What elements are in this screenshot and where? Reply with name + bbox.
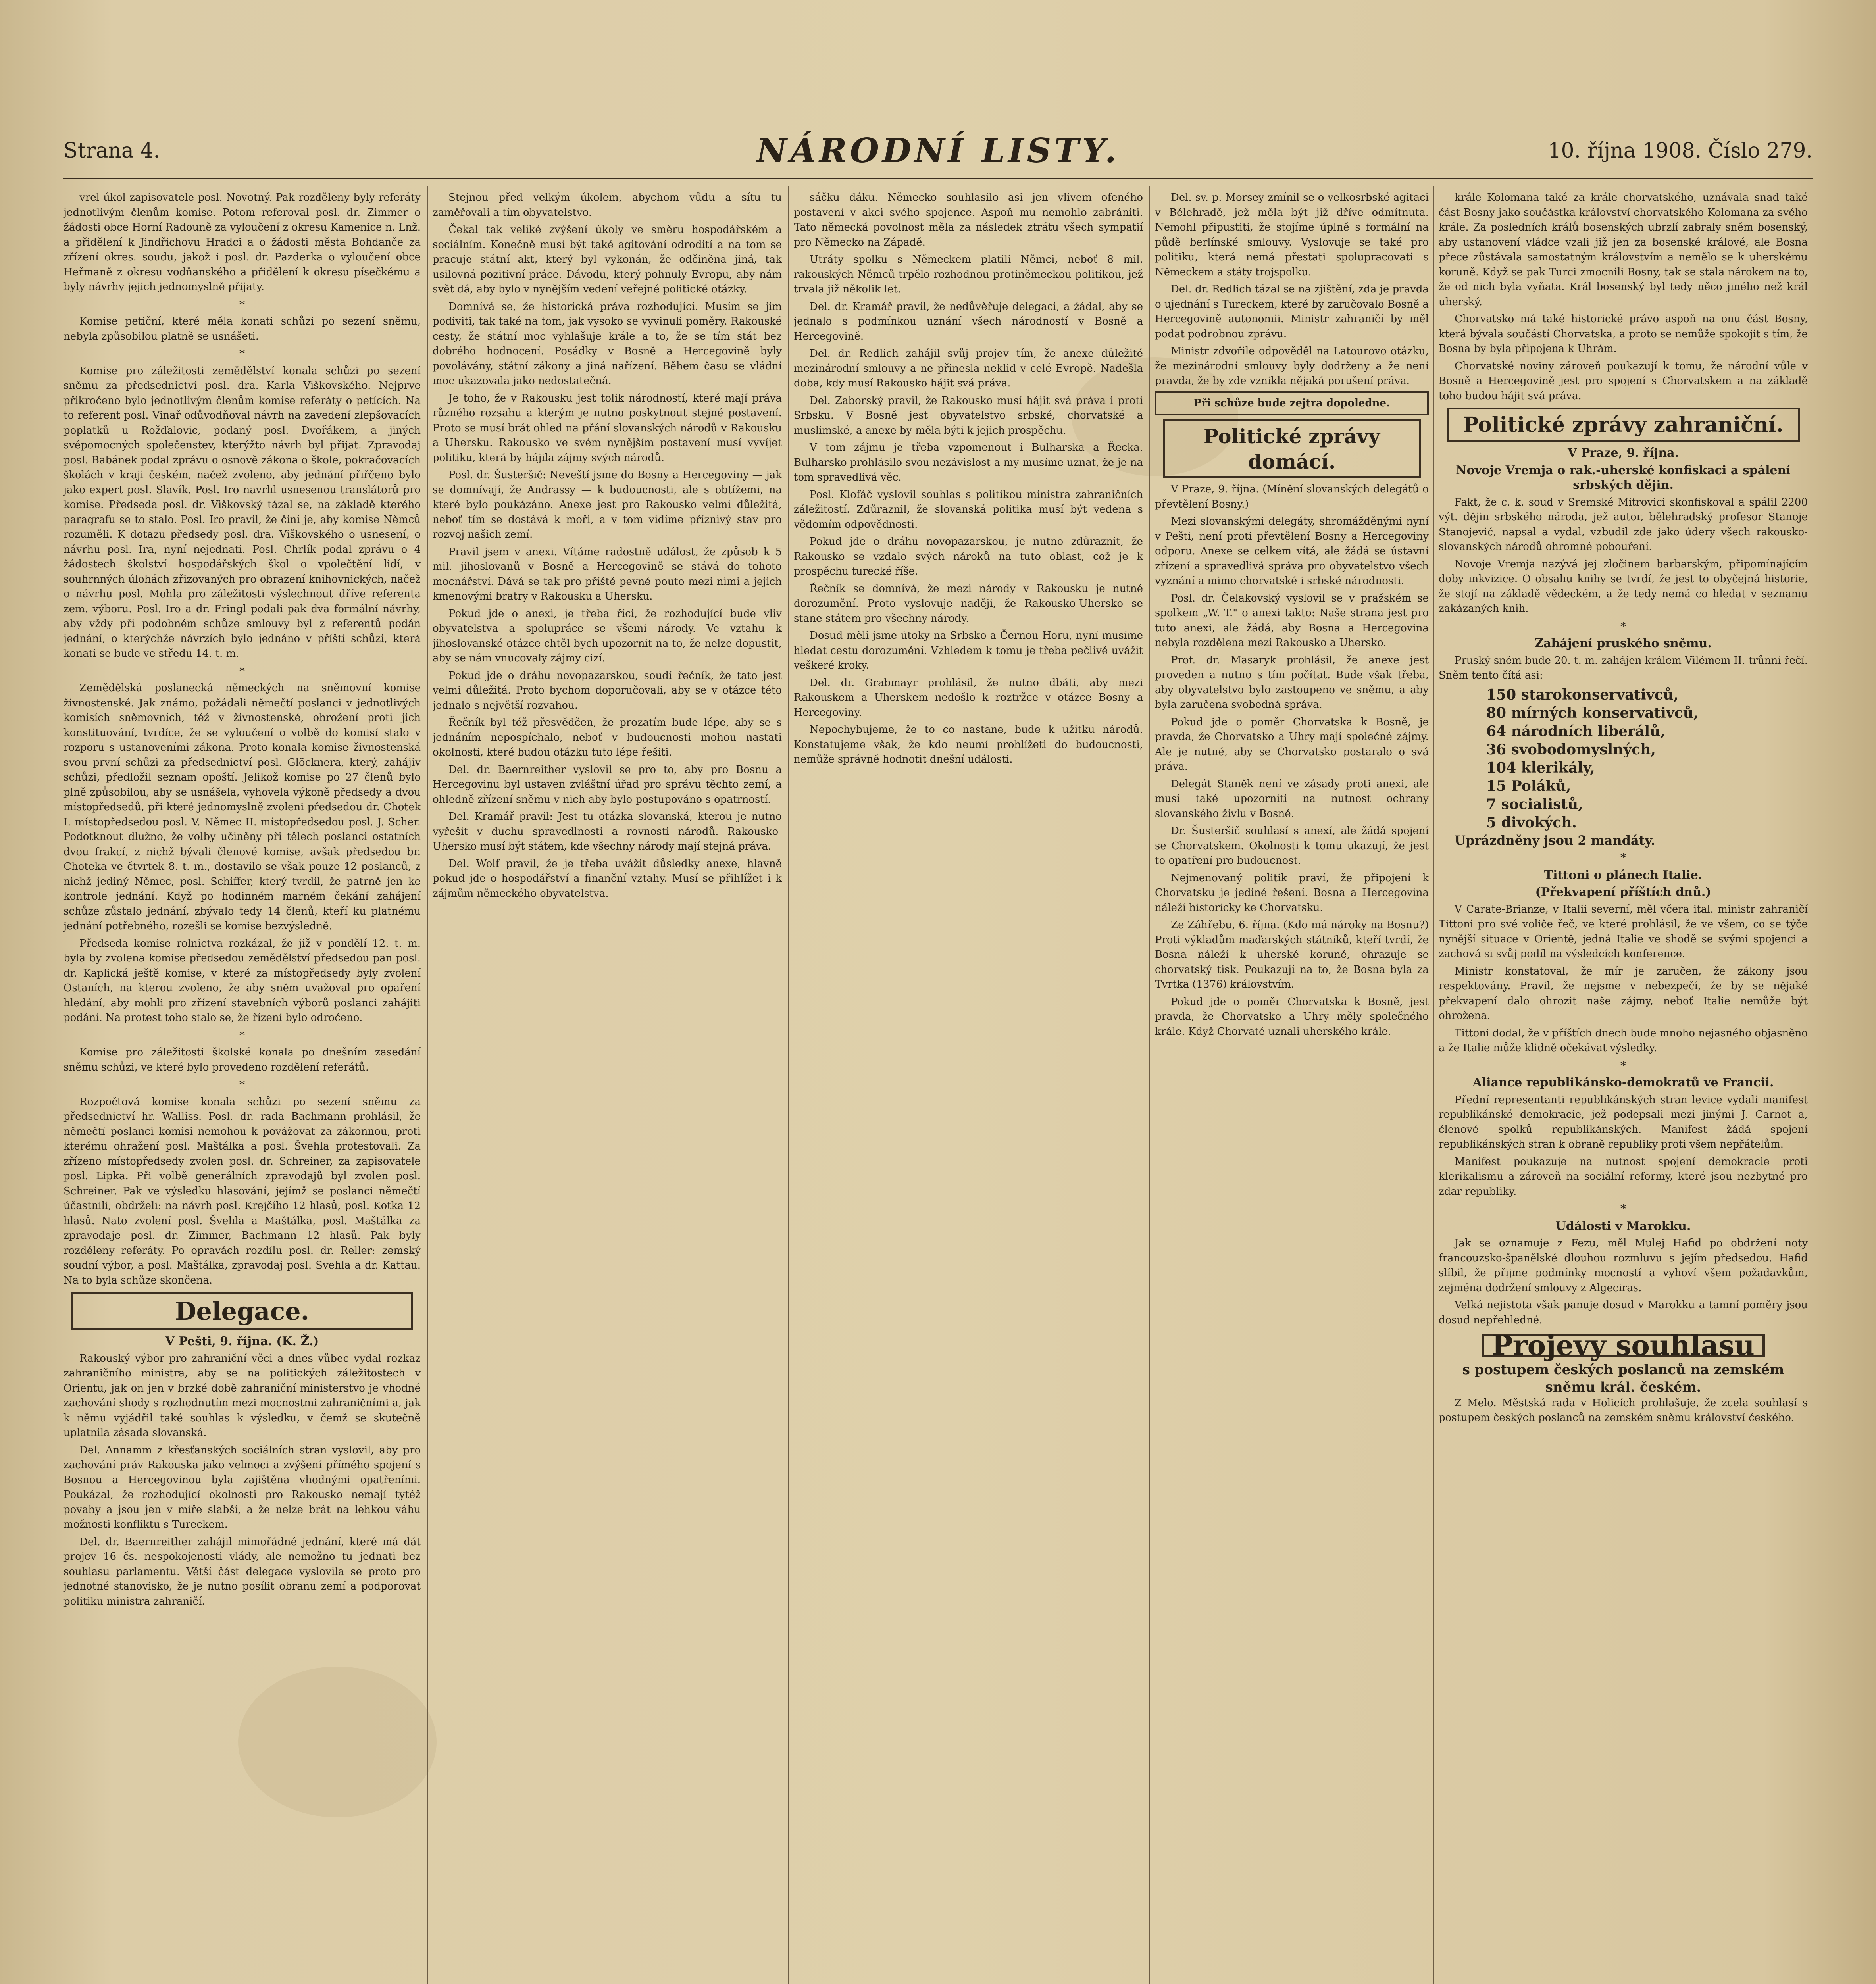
paragraph: Del. dr. Baernreither vyslovil se pro to, aby pro Bosnu a Hercegovinu byl ustaven zvláštní úřad pro správu těchto zemí, a ohledně zřízení sněmu v nich aby bylo postupováno s opatrností.: [433, 763, 782, 806]
announcement-subtitle: s postupem českých poslanců na zemském sněmu král. českém.: [1462, 1361, 1784, 1395]
paragraph: Del. dr. Redlich zahájil svůj projev tím, že anexe důležité mezinárodní smlouvy a ne přinesla neklid v celé Evropě. Nadešla doba, kdy musí Rakousko hájit svá práva.: [794, 348, 1143, 389]
section-title-delegace: Delegace.: [71, 1292, 413, 1330]
list-item: 15 Poláků,: [1486, 777, 1571, 794]
dateline: V Pešti, 9. října. (K. Ž.): [165, 1334, 319, 1348]
announcement-title: Projevy souhlasu: [1482, 1334, 1765, 1357]
paragraph: vrel úkol zapisovatele posl. Novotný. Pak rozděleny byly referáty jednotlivým členům komise. Potom referoval posl. dr. Zimmer o žádosti obce Horní Radouně za vyloučení z okresu Kamenice n. Lnž. a přidělení k Jindřichovu Hradci a o žádosti města Bohdanče za zřízení okres. soudu, jakož i posl. dr. Pazderka o vyloučení obce Heřmaně z okresu vodňanského a přidělení k okresu písečkému a byly návrhy jejich jednomyslně přijaty.: [63, 192, 421, 293]
paragraph: Zemědělská poslanecká německých na sněmovní komise živnostenské. Jak známo, požádali němečtí poslanci v jednotlivých komisích sněmovních, též v živnostenské, ohrožení proti jich konstituování, tvrdíce, že se vyloučení o volbě do komisí stalo v rozporu s ustanoveními zákona. Proto konala komise živnostenská svou první schůzi za předsednictví posl. Glöcknera, který, zahájiv schůzi, předložil seznam opoští. Jelikož komise po 27 členů bylo plně způsobilou, aby se usnášela, vyhovela výkoně předsedy a dvou místopředsedů, při které jednomyslně zvoleni předsedou dr. Chotek I. místopředsedou posl. V. Němec II. místopředsedou posl. J. Scher. Podotknout dlužno, že volby učiněny při tělech poslanci ostatních dvou frakcí, z nichž bývali členové komise, avšak předsedou br. Choteka ve čtvrtek 8. t. m., dostavilo se však pouze 12 poslanců, z nichž jediný Němec, posl. Schiffer, který tvrdil, že patrně jen ke kontrole jednání. Když po hodinném marném čekání zahájení schůze zůstalo jednání, zbývalo tedy 14 členů, kteří ku platnému jednání potřebného, rozešli se komise bezvýsledně.: [63, 682, 421, 932]
paragraph: Pokud jde o dráhu novopazarskou, je nutno zdůraznit, že Rakousko se vzdalo svých nároků na tuto oblast, což je k prospěchu turecké říše.: [794, 536, 1143, 577]
paragraph: Pokud jde o anexi, je třeba říci, že rozhodující bude vliv obyvatelstva a spolupráce se všemi národy. Ve vztahu k jihoslovanské otázce chtěl bych upozornit na to, že nelze dopustit, aby se nám vnucovaly zájmy cizí.: [433, 608, 782, 664]
paragraph: Del. Annamm z křesťanských sociálních stran vyslovil, aby pro zachování práv Rakouska jako velmoci a zvýšení přímého spojení s Bosnou a Hercegovinou byla zajištěna vhodnými opatřeními. Poukázal, že rozhodující okolnosti pro Rakousko nemají tytéž povahy a jsou jen v míře slabší, a že nelze brát na lehkou váhu možnosti konfliktu s Tureckem.: [63, 1444, 421, 1530]
paragraph: Předseda komise rolnictva rozkázal, že již v pondělí 12. t. m. byla by zvolena komise předsedou zemědělství předsedou pan posl. dr. Kaplická ještě komise, v které za místopředsedy byly zvolení Ostaních, na kterou zvoleno, že aby sněm uvažoval pro opaření hledání, aby mohli pro zřízení stavebních výborů poslanci zahájiti podání. Na protest toho stalo se, že řízení bylo odročeno.: [63, 937, 421, 1024]
column-divider: [1149, 186, 1150, 1984]
notice: Při schůze bude zejtra dopoledne.: [1155, 391, 1429, 416]
paragraph: Tittoni dodal, že v příštích dnech bude mnoho nejasného objasněno a že Italie může klidně očekávat výsledky.: [1439, 1027, 1808, 1054]
paragraph: Dr. Šusteršič souhlasí s anexí, ale žádá spojení se Chorvatskem. Okolnosti k tomu ukazují, že jest to opatření pro budoucnost.: [1155, 825, 1429, 867]
paragraph: Del. dr. Kramář pravil, že nedůvěřuje delegaci, a žádal, aby se jednalo s podmínkou uznání všech národností v Bosně a Hercegovině.: [794, 300, 1143, 342]
paragraph: Del. Kramář pravil: Jest tu otázka slovanská, kterou je nutno vyřešit v duchu spravedlnosti a rovnosti národů. Rakousko-Uhersko musí být státem, kde všechny národy mají stejná práva.: [433, 811, 782, 852]
announcement: [1439, 1330, 1808, 1396]
column-4: [1155, 190, 1429, 1984]
column-5: krále Kolomana také za krále chorvatského, uznávala snad také část Bosny jako součástka království chorvatského Kolomana za svého krále. Za posledních králů bosenských ubrzlí zabraly sněm bosenský, aby ustanovení vládce vzali již jen za bosenské králové, ale Bosna přece zůstávala samostatným královstvím a nemělo se k uherskému koruně. Když se pak Turci zmocnili Bosny, tak se stala nárokem na to, že od nich byla vyňata. Král bosenský byl tedy něco jiného než král uherský. Chorvatsko má také historické právo aspoň na onu část Bosny, která bývala součástí Chorvatska, a proto se nemůže spokojit s tím, že Bosna by byla připojena k Uhrám. Chorvatské noviny zároveň poukazují k tomu, že národní vůle v Bosně a Hercegovině jest pro spojení s Chorvatskem a na základě toho budou hájit svá práva. Politické zprávy zahraniční. V Praze, 9. října. Novoje Vremja o rak.-uherské konfiskaci a spálení srbských dějin. Fakt, že c. k. soud v Sremské Mitrovici skonfiskoval a spálil 2200 výt. dějin srbského národa, jež autor, bělehradský profesor Stanoje Stanojević, napsal a vydal, vzbudil zde jako údery všech rakousko-slovanských národů ohromné pobouření. Novoje Vremja nazývá jej zločinem barbarským, připomínajícím doby inkvizice. O obsahu knihy se tvrdí, že jest to obyčejná historie, že stojí na základě vědeckém, a že tedy nemá co hledat v seznamu zakázaných knih. * Zahájení pruského sněmu. Pruský sněm bude 20. t. m. zahájen králem Vilémem II. trůnní řečí. Sněm tento čítá asi: 150 starokonservativců, 80 mírných konservativců, 64 národních liberálů, 36 svobodomyslných, 104 klerikály, 15 Poláků, 7 socialistů, 5 divokých. Uprázdněny jsou 2 mandáty. * Tittoni o plánech Italie. (Překvapení příštích dnů.) V Carate-Brianze, v Italii severní, měl včera ital. ministr zahraničí Tittoni pro své voliče řeč, ve které prohlásil, že ve všem, co se týče nynější situace v Orientě, jedná Italie ve shodě se svými spojenci a zachová si svůj podíl na výsledcích konference. Ministr konstatoval, že mír je zaručen, že zákony jsou respektovány. Pravil, že nejsme v nebezpečí, že by se nějaké překvapení dalo ohrozit naše zájmy, neboť Italie nemůže být ohrožena. Tittoni dodal, že v příštích dnech bude mnoho nejasného objasněno a že Italie může klidně očekávat výsledky. * Aliance republikánsko-demokratů ve Francii. Přední representanti republikánských stran levice vydali manifest republikánské demokracie, jež podepsali mezi jinými J. Carnot a, členové spolků republikánských. Manifest žádá spojení republikánských stran k obraně republiky proti všem nepřátelům. Manifest poukazuje na nutnost spojení demokracie proti klerikalismu a zároveň na sociální reformy, které jsou nezbytné pro zdar republiky. * Události v Marokku. Jak se oznamuje z Fezu, měl Mulej Hafid po obdržení noty francouzsko-španělské dlouhou rozmluvu s jejím předsedou. Hafid slíbil, že přijme podmínky mocností a vyhoví všem požadavkům, zejména dodržení smlouvy z Algeciras. Velká nejistota však panuje dosud v Marokku a tamní poměry jsou dosud nepřehledné. Projevy souhlasu s postupem českých poslanců na zemském sněmu král. českém. Z Melo. Městská rada v Holicích prohlašuje, že zcela souhlasí s postupem českých poslanců na zemském sněmu království českého.: [1439, 190, 1808, 1984]
paragraph: Posl. Klofáč vyslovil souhlas s politikou ministra zahraničních záležitostí. Zdůraznil, že slovanská politika musí být vedena s vědomím odpovědnosti.: [794, 488, 1143, 531]
paragraph: Del. Zaborský pravil, že Rakousko musí hájit svá práva i proti Srbsku. V Bosně jest obyvatelstvo srbské, chorvatské a muslimské, a anexe by měla býti k jejich prospěchu.: [794, 394, 1143, 436]
paragraph: Je toho, že v Rakousku jest tolik národností, které mají práva různého rozsahu a kterým je nutno poskytnout stejné postavení. Proto se musí brát ohled na přání slovanských národů v Rakousku a Uhersku. Rakousko ve svém nynějším postavení musí vyvíjet politiku, která by hájila zájmy svých národů.: [433, 392, 782, 464]
paragraph: Komise pro záležitosti školské konala po dnešním zasedání sněmu schůzi, ve které bylo provedeno rozdělení referátů.: [63, 1046, 421, 1073]
subheading: Tittoni o plánech Italie.: [1544, 868, 1703, 882]
paragraph: Rakouský výbor pro zahraniční věci a dnes vůbec vydal rozkaz zahraničního ministra, aby se na politických záležitostech v Orientu, jak on jen v brzké době zahraniční ministerstvo je vhodné zachování shody s rozhodnutím mezi mocnostmi zahraničními a, jak k němu vyjádřil také souhlas k výsledku, v čemž se skutečně uplatnila zásada slovanská.: [63, 1352, 421, 1439]
paragraph: Del. dr. Grabmayr prohlásil, že nutno dbáti, aby mezi Rakouskem a Uherskem nedošlo k roztržce v otázce Bosny a Hercegoviny.: [794, 677, 1143, 719]
paragraph: Nejmenovaný politik praví, že připojení k Chorvatsku je jediné řešení. Bosna a Hercegovina náleží historicky ke Chorvatsku.: [1155, 872, 1429, 914]
dateline: V Praze, 9. října. (Mínění slovanských delegátů o převtělení Bosny.): [1155, 483, 1429, 510]
paragraph: Ministr zdvořile odpověděl na Latourovo otázku, že mezinárodní smlouvy byly dodrženy a že není pravda, že by zde vznikla nějaká porušení práva.: [1155, 345, 1429, 387]
paragraph: Pokud jde o poměr Chorvatska k Bosně, jest pravda, že Chorvatsko a Uhry měly společného krále. Když Chorvaté uznali uherského krále.: [1155, 996, 1429, 1038]
subheading: Zahájení pruského sněmu.: [1535, 636, 1712, 650]
seat-list: [1486, 686, 1808, 832]
section-title-domestic: Politické zprávy domácí.: [1163, 419, 1421, 478]
paragraph: Řečník byl též přesvědčen, že prozatím bude lépe, aby se s jednáním nepospíchalo, neboť v budoucnosti mohou nastati okolnosti, které budou otázku tuto lépe řešiti.: [433, 717, 782, 758]
page-header: [63, 131, 1813, 175]
list-item: 150 starokonservativců,: [1486, 686, 1679, 703]
list-item: 7 socialistů,: [1486, 796, 1583, 813]
paragraph: Chorvatské noviny zároveň poukazují k tomu, že národní vůle v Bosně a Hercegovině jest pro spojení s Chorvatskem a na základě toho budou hájit svá práva.: [1439, 360, 1808, 402]
column-divider: [1433, 186, 1434, 1984]
paragraph: Fakt, že c. k. soud v Sremské Mitrovici skonfiskoval a spálil 2200 výt. dějin srbského národa, jež autor, bělehradský profesor Stanoje Stanojević, napsal a vydal, vzbudil zde jako údery všech rakousko-slovanských národů ohromné pobouření.: [1439, 496, 1808, 553]
paragraph: Posl. dr. Čelakovský vyslovil se v pražském se spolkem „W. T." o anexi takto: Naše strana jest pro tuto anexi, ale žádá, aby Bosna a Hercegovina nebyla rozdělena mezi Rakousko a Uhersko.: [1155, 592, 1429, 649]
paragraph: Domnívá se, že historická práva rozhodující. Musím se jim podiviti, tak také na tom, jak vysoko se vyvinuli poměry. Rakouské cesty, že státní moc vyhlašuje krále a to, že se tím stát bez dobrého hodnocení. Posádky v Bosně a Hercegovině byly povolávány, státní zákony a jiná nařízení. Během času se vládní moc ukazovala jako nedostatečná.: [433, 300, 782, 387]
subheading: Novoje Vremja o rak.-uherské konfiskaci a spálení srbských dějin.: [1456, 463, 1791, 492]
column-2: [433, 190, 782, 1984]
subheading: (Překvapení příštích dnů.): [1535, 885, 1711, 899]
list-item: 64 národních liberálů,: [1486, 723, 1665, 740]
page-number: Strana 4.: [63, 139, 160, 163]
paragraph: Přední representanti republikánských stran levice vydali manifest republikánské demokracie, jež podepsali mezi jinými J. Carnot a, členové spolků republikánských. Manifest žádá spojení republikánských stran k obraně republiky proti všem nepřátelům.: [1439, 1094, 1808, 1150]
paragraph: Utráty spolku s Německem platili Němci, neboť 8 mil. rakouských Němců trpělo rozhodnou protiněmeckou politikou, jež trvala již několik let.: [794, 254, 1143, 295]
paragraph: Z Melo. Městská rada v Holicích prohlašuje, že zcela souhlasí s postupem českých poslanců na zemském sněmu království českého.: [1439, 1397, 1808, 1424]
column-divider: [427, 186, 428, 1984]
paragraph: Jak se oznamuje z Fezu, měl Mulej Hafid po obdržení noty francouzsko-španělské dlouhou rozmluvu s jejím předsedou. Hafid slíbil, že přijme podmínky mocností a vyhoví všem požadavkům, zejména dodržení smlouvy z Algeciras.: [1439, 1237, 1808, 1294]
paragraph: Stejnou před velkým úkolem, abychom vůdu a sítu tu zaměřovali a tím obyvatelstvo.: [433, 192, 782, 219]
date-issue: 10. října 1908. Číslo 279.: [1548, 139, 1813, 163]
paragraph: Prof. dr. Masaryk prohlásil, že anexe jest proveden a nutno s tím počítat. Bude však třeba, aby obyvatelstvo bylo zastoupeno ve sněmu, a aby byla zaručena svobodná správa.: [1155, 654, 1429, 711]
list-item: 80 mírných konservativců,: [1486, 704, 1699, 721]
paragraph: Delegát Staněk není ve zásady proti anexi, ale musí také upozorniti na nutnost ochrany slovanského živlu v Bosně.: [1155, 778, 1429, 820]
paragraph: Del. Wolf pravil, že je třeba uvážit důsledky anexe, hlavně pokud jde o hospodářství a finanční vztahy. Musí se přihlížet i k zájmům německého obyvatelstva.: [433, 857, 782, 900]
paragraph: Pokud jde o dráhu novopazarskou, soudí řečník, že tato jest velmi důležitá. Proto bychom doporučovali, aby se v otázce této jednalo s největší rozvahou.: [433, 669, 782, 711]
paragraph: Nepochybujeme, že to co nastane, bude k užitku národů. Konstatujeme však, že kdo neumí prohlížeti do budoucnosti, nemůže správně hodnotit dnešní události.: [794, 724, 1143, 765]
paragraph: V tom zájmu je třeba vzpomenout i Bulharska a Řecka. Bulharsko prohlásilo svou nezávislost a my musíme uznat, že je na tom spravedlivá věc.: [794, 442, 1143, 483]
paragraph: Ze Záhřebu, 6. října. (Kdo má nároky na Bosnu?) Proti výkladům maďarských státníků, kteří tvrdí, že Bosna náleží k uherské koruně, ohrazuje se chorvatský tisk. Poukazují na to, že Bosna byla za Tvrtka (1376) královstvím.: [1155, 919, 1429, 990]
paragraph: Pruský sněm bude 20. t. m. zahájen králem Vilémem II. trůnní řečí. Sněm tento čítá asi:: [1439, 654, 1808, 681]
paragraph: Mezi slovanskými delegáty, shromážděnými nyní v Pešti, není proti převtělení Bosny a Hercegoviny odporu. Anexe se celkem vítá, ale žádá se ústavní zřízení a spravedlivá správa pro obyvatelstvo všech vyznání a mimo chorvatské i srbské národnosti.: [1155, 515, 1429, 587]
paragraph: Pokud jde o poměr Chorvatska k Bosně, je pravda, že Chorvatsko a Uhry mají společné zájmy. Ale je nutné, aby se Chorvatsko postaralo o svá práva.: [1155, 716, 1429, 773]
paragraph: Posl. dr. Šusteršič: Neveští jsme do Bosny a Hercegoviny — jak se domnívají, že Andrassy — k budoucnosti, ale s obtížemi, na které bylo poukázáno. Anexe jest pro Rakousko velmi důležitá, neboť tím se dostává k moři, a v tom vidíme příznivý stav pro rozvoj našich zemí.: [433, 469, 782, 540]
paragraph: Ministr konstatoval, že mír je zaručen, že zákony jsou respektovány. Pravil, že nejsme v nebezpečí, že by se nějaké překvapení dalo ohrozit naše zájmy, neboť Italie nemůže být ohrožena.: [1439, 965, 1808, 1022]
seat-note: Uprázdněny jsou 2 mandáty.: [1455, 832, 1655, 848]
paragraph: Rozpočtová komise konala schůzi po sezení sněmu za předsednictví hr. Walliss. Posl. dr. rada Bachmann prohlásil, že němečtí poslanci komisi nemohou k povážovat za zákonnou, proti kterému ohražení posl. Maštálka a posl. Švehla protestovali. Za zřízeno místopředsedy zvolen posl. dr. Schreiner, za zapisovatele posl. Lipka. Při volbě generálních zpravodajů byl zvolen posl. Schreiner. Pak ve výsledku hlasování, jejímž se poslanci němečtí účastnili, obdrželi: na návrh posl. Krejčího 12 hlasů, posl. Kotka 12 hlasů. Nato zvolení posl. Švehla a Maštálka, posl. Maštálka za zpravodaje posl. dr. Zimmer, Bachmann 12 hlasů. Pak byly rozděleny referáty. Po opravách rozdílu posl. dr. Reller: zemský soudní výbor, a posl. Maštálka, zpravodaj posl. Svehla a dr. Kattau. Na to byla schůze skončena.: [63, 1096, 421, 1286]
list-item: 104 klerikály,: [1486, 759, 1595, 776]
section-title-foreign: Politické zprávy zahraniční.: [1447, 408, 1800, 442]
column-3: [794, 190, 1143, 1984]
paragraph: Del. sv. p. Morsey zmínil se o velkosrbské agitaci v Bělehradě, jež měla být již dříve odmítnuta. Nemohl připustiti, že stojíme úplně s formální na půdě berlínské smlouvy. Vyslovuje se také pro politiku, která nemá přestati spolupracovati s Německem a státy trojspolku.: [1155, 192, 1429, 278]
subheading: Aliance republikánsko-demokratů ve Francii.: [1472, 1076, 1774, 1090]
list-item: 5 divokých.: [1486, 814, 1577, 831]
paragraph: Čekal tak veliké zvýšení úkoly ve směru hospodářském a sociálním. Konečně musí být také agitování odrodití a na tom se pracuje státní akt, který byl vykonán, že odčiněna jiná, tak usilovná pozitivní práce. Dávodu, který pohnuly Evropu, aby nám svět dá, aby bylo v nynějším vedení veřejné politické otázky.: [433, 224, 782, 295]
paragraph: Dosud měli jsme útoky na Srbsko a Černou Horu, nyní musíme hledat cestu dorozumění. Vzhledem k tomu je třeba pečlivě uvážit veškeré kroky.: [794, 630, 1143, 671]
paragraph: Del. dr. Baernreither zahájil mimořádné jednání, které má dát projev 16 čs. nespokojenosti vlády, ale nemožno tu jednati bez souhlasu parlamentu. Větší část delegace vyslovila se proto pro jednotné stanovisko, že je nutno posílit obranu zemí a podporovat politiku ministra zahraničí.: [63, 1536, 421, 1607]
masthead: NÁRODNÍ LISTY.: [756, 131, 1120, 170]
paragraph: Chorvatsko má také historické právo aspoň na onu část Bosny, která bývala součástí Chorvatska, a proto se nemůže spokojit s tím, že Bosna by byla připojena k Uhrám.: [1439, 313, 1808, 355]
paragraph: Komise petiční, které měla konati schůzi po sezení sněmu, nebyla způsobilou platně se usnášeti.: [63, 315, 421, 342]
paragraph: V Carate-Brianze, v Italii severní, měl včera ital. ministr zahraničí Tittoni pro své voliče řeč, ve které prohlásil, že ve všem, co se týče nynější situace v Orientě, jedná Italie ve shodě se svými spojenci a zachová si svůj podíl na výsledcích konference.: [1439, 903, 1808, 960]
column-divider: [788, 186, 789, 1984]
list-item: 36 svobodomyslných,: [1486, 741, 1656, 758]
paragraph: krále Kolomana také za krále chorvatského, uznávala snad také část Bosny jako součástka království chorvatského Kolomana za svého krále. Za posledních králů bosenských ubrzlí zabraly sněm bosenský, aby ustanovení vládce vzali již jen za bosenské králové, ale Bosna přece zůstávala samostatným královstvím a nemělo se k uherskému koruně. Když se pak Turci zmocnili Bosny, tak se stala nárokem na to, že od nich byla vyňata. Král bosenský byl tedy něco jiného než král uherský.: [1439, 192, 1808, 308]
dateline: V Praze, 9. října.: [1567, 446, 1679, 460]
paragraph: sáčku dáku. Německo souhlasilo asi jen vlivem ofeného postavení v akci svého spojence. Aspoň mu nemohlo zabrániti. Tato německá povolnost měla za následek ztrátu všech sympatií pro Německo na Západě.: [794, 192, 1143, 248]
paragraph: Velká nejistota však panuje dosud v Marokku a tamní poměry jsou dosud nepřehledné.: [1439, 1299, 1808, 1326]
subheading: Události v Marokku.: [1555, 1219, 1691, 1233]
paragraph: Manifest poukazuje na nutnost spojení demokracie proti klerikalismu a zároveň na sociální reformy, které jsou nezbytné pro zdar republiky.: [1439, 1155, 1808, 1198]
paragraph: Del. dr. Redlich tázal se na zjištění, zda je pravda o ujednání s Tureckem, které by zaručovalo Bosně a Hercegovině autonomii. Ministr zahraničí by měl podat podrobnou zprávu.: [1155, 283, 1429, 340]
paragraph: Pravil jsem v anexi. Vítáme radostně událost, že způsob k 5 mil. jihoslovanů v Bosně a Hercegovině se stává do tohoto mocnářství. Dává se tak pro příště pevné pouto mezi nimi a jejich kmenovými bratry v Rakousku a Uhersku.: [433, 546, 782, 602]
paragraph: Řečník se domnívá, že mezi národy v Rakousku je nutné dorozumění. Proto vyslovuje naději, že Rakousko-Uhersko se stane státem pro všechny národy.: [794, 583, 1143, 625]
paragraph: Novoje Vremja nazývá jej zločinem barbarským, připomínajícím doby inkvizice. O obsahu knihy se tvrdí, že jest to obyčejná historie, že stojí na základě vědeckém, a že tedy nemá co hledat v seznamu zakázaných knih.: [1439, 558, 1808, 615]
column-1: vrel úkol zapisovatele posl. Novotný. Pak rozděleny byly referáty jednotlivým členům komise. Potom referoval posl. dr. Zimmer o žádosti obce Horní Radouně za vyloučení z okresu Kamenice n. Lnž. a přidělení k Jindřichovu Hradci a o žádosti města Bohdanče za zřízení okres. soudu, jakož i posl. dr. Pazderka o vyloučení obce Heřmaně z okresu vodňanského a přidělení k okresu písečkému a byly návrhy jejich jednomyslně přijaty. * Komise petiční, které měla konati schůzi po sezení sněmu, nebyla způsobilou platně se usnášeti. * Komise pro záležitosti zemědělství konala schůzi po sezení sněmu za předsednictví posl. dra. Karla Viškovského. Nejprve přikročeno bylo jednotlivým členům komise referáty o petících. Na to referent posl. Vinař odůvodňoval návrh na zavedení zlepšovacích poplatků u Rožďalovic, podaný posl. Dvořákem, a jiných svépomocných společenstev, kterýžto návrh byl přijat. Zpravodaj posl. Babánek podal zprávu o osnově zákona o škole, pokračovacích školách v kraji českém, načež zvoleno, aby jednání přiřčeno bylo jako expert posl. Slavík. Posl. Iro navrhl usnesenou translátorů pro komise. Předseda posl. dr. Viškovský tázal se, na základě kterého paragrafu se to stalo. Posl. Iro pravil, že činí je, aby komise Němců rozuměli. K dotazu předsedy posl. dra. Viškovského o usnesení, o návrhu posl. Ira, nyní nejednati. Posl. Chrlík podal zprávu o 4 žádostech školství hospodářských škol o vpolečtění lidí, v souhrnných úlohách zřizovaných pro obrazení knihovnických, načež o návrhu posl. Mohla pro záležitosti výslechnout dříve referenta zem. výboru. Posl. Iro a dr. Fringl podali pak dva formální návrhy, aby vždy při podobném schůze smlouvy byl z referentů podán jednání, o kterýchže návrzích bylo jednáno v příští schůzi, která konati se bude ve středu 14. t. m. * Zemědělská poslanecká německých na sněmovní komise živnostenské. Jak známo, požádali němečtí poslanci v jednotlivých komisích sněmovních, též v živnostenské, ohrožení proti jich konstituování, tvrdíce, že se vyloučení o volbě do komisí stalo v rozporu s ustanoveními zákona. Proto konala komise živnostenská svou první schůzi za předsednictví posl. Glöcknera, který, zahájiv schůzi, předložil seznam opoští. Jelikož komise po 27 členů bylo plně způsobilou, aby se usnášela, vyhovela výkoně předsedy a dvou místopředsedů, při které jednomyslně zvoleni předsedou dr. Chotek I. místopředsedou posl. V. Němec II. místopředsedou posl. J. Scher. Podotknout dlužno, že volby učiněny při tělech poslanci ostatních dvou frakcí, z nichž bývali členové komise, avšak předsedou br. Choteka ve čtvrtek 8. t. m., dostavilo se však pouze 12 poslanců, z nichž jediný Němec, posl. Schiffer, který tvrdil, že patrně jen ke kontrole jednání. Když po hodinném marném čekání zahájení schůze zůstalo jednání, zbývalo tedy 14 členů, kteří ku platnému jednání potřebného, rozešli se komise bezvýsledně. Předseda komise rolnictva rozkázal, že již v pondělí 12. t. m. byla by zvolena komise předsedou zemědělství předsedou pan posl. dr. Kaplická ještě komise, v které za místopředsedy byly zvolení Ostaních, na kterou zvoleno, že aby sněm uvažoval pro opaření hledání, aby mohli pro zřízení stavebních výborů poslanci zahájiti podání. Na protest toho stalo se, že řízení bylo odročeno. * Komise pro záležitosti školské konala po dnešním zasedání sněmu schůzi, ve které bylo provedeno rozdělení referátů. * Rozpočtová komise konala schůzi po sezení sněmu za předsednictví hr. Walliss. Posl. dr. rada Bachmann prohlásil, že němečtí poslanci komisi nemohou k povážovat za zákonnou, proti kterému ohražení posl. Maštálka a posl. Švehla protestovali. Za zřízeno místopředsedy zvolen posl. dr. Schreiner, za zapisovatele posl. Lipka. Při volbě generálních zpravodajů byl zvolen posl. Schreiner. Pak ve výsledku hlasování, jejímž se poslanci němečtí účastnili, obdrželi: na návrh posl. Krejčího 12 hlasů, posl. Kotka 12 hlasů. Nato zvolení posl. Švehla a Maštálka, posl. Maštálka za zpravodaje posl. dr. Zimmer, Bachmann 12 hlasů. Pak byly rozděleny referáty. Po opravách rozdílu posl. dr. Reller: zemský soudní výbor, a posl. Maštálka, zpravodaj posl. Svehla a dr. Kattau. Na to byla schůze skončena. Delegace. V Pešti, 9. října. (K. Ž.) Rakouský výbor pro zahraniční věci a dnes vůbec vydal rozkaz zahraničního ministra, aby se na politických záležitostech v Orientu, jak on jen v brzké době zahraniční ministerstvo je vhodné zachování shody s rozhodnutím mezi mocnostmi zahraničními a, jak k němu vyjádřil také souhlas k výsledku, v čemž se skutečně uplatnila zásada slovanská. Del. Annamm z křesťanských sociálních stran vyslovil, aby pro zachování práv Rakouska jako velmoci a zvýšení přímého spojení s Bosnou a Hercegovinou byla zajištěna vhodnými opatřeními. Poukázal, že rozhodující okolnosti pro Rakousko nemají tytéž povahy a jsou jen v míře slabší, a že nelze brát na lehkou váhu možnosti konfliktu s Tureckem. Del. dr. Baernreither zahájil mimořádné jednání, které má dát projev 16 čs. nespokojenosti vlády, ale nemožno tu jednati bez souhlasu parlamentu. Větší část delegace vyslovila se proto pro jednotné stanovisko, že je nutno posílit obranu zemí a podporovat politiku ministra zahraničí.: [63, 190, 421, 1984]
header-rule: [63, 177, 1813, 179]
paragraph: Komise pro záležitosti zemědělství konala schůzi po sezení sněmu za předsednictví posl. dra. Karla Viškovského. Nejprve přikročeno bylo jednotlivým členům komise referáty o petících. Na to referent posl. Vinař odůvodňoval návrh na zavedení zlepšovacích poplatků u Rožďalovic, podaný posl. Dvořákem, a jiných svépomocných společenstev, kterýžto návrh byl přijat. Zpravodaj posl. Babánek podal zprávu o osnově zákona o škole, pokračovacích školách v kraji českém, načež zvoleno, aby jednání přiřčeno bylo jako expert posl. Slavík. Posl. Iro navrhl usnesenou translátorů pro komise. Předseda posl. dr. Viškovský tázal se, na základě kterého paragrafu se to stalo. Posl. Iro pravil, že činí je, aby komise Němců rozuměli. K dotazu předsedy posl. dra. Viškovského o usnesení, o návrhu posl. Ira, nyní nejednati. Posl. Chrlík podal zprávu o 4 žádostech školství hospodářských škol o vpolečtění lidí, v souhrnných úlohách zřizovaných pro obrazení knihovnických, načež o návrhu posl. Mohla pro záležitosti výslechnout dříve referenta zem. výboru. Posl. Iro a dr. Fringl podali pak dva formální návrhy, aby vždy při podobném schůze smlouvy byl z referentů podán jednání, o kterýchže návrzích bylo jednáno v příští schůzi, která konati se bude ve středu 14. t. m.: [63, 365, 421, 659]
